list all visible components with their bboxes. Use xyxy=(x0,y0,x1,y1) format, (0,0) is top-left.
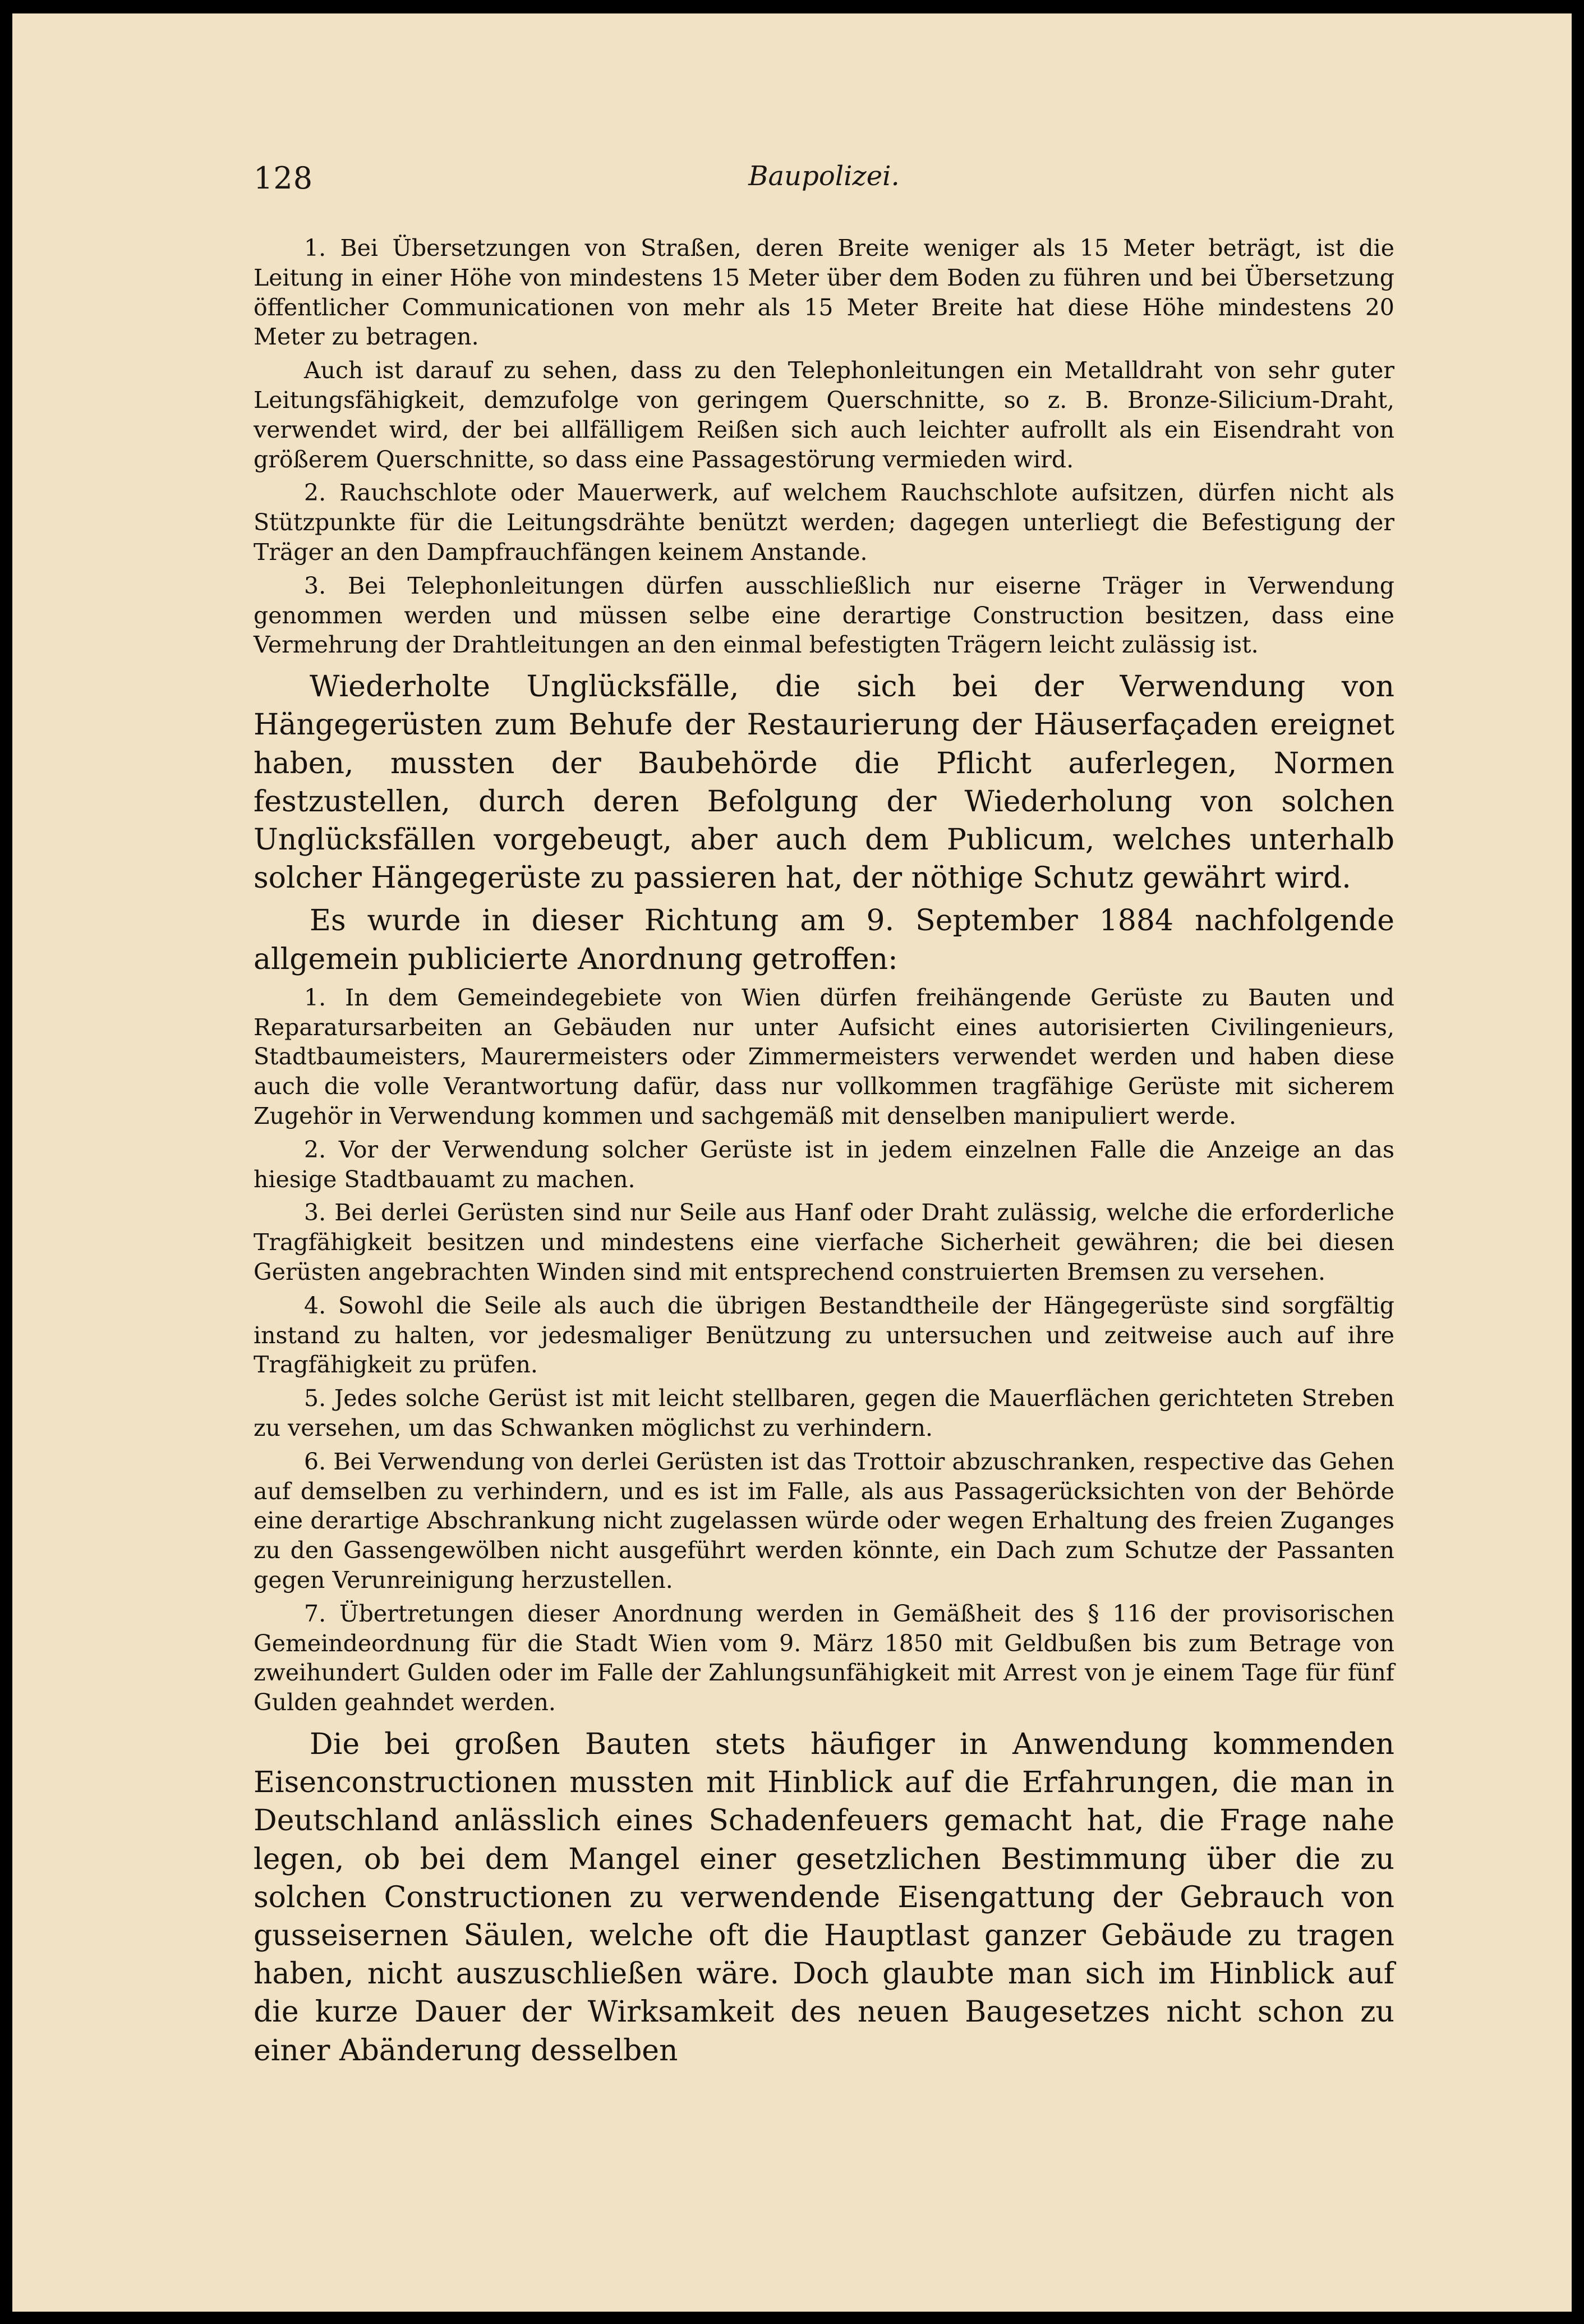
telephone-rule-2: 2. Rauchschlote oder Mauerwerk, auf welchem Rauchschlote aufsitzen, dürfen nicht als Stützpunkte für die Leitungsdrähte benützt werden; dagegen unterliegt die Befestigung der Träger an den Dampfrauchfängen keinem Anstande. xyxy=(254,479,1394,566)
order-item-7: 7. Übertretungen dieser Anordnung werden in Gemäßheit des § 116 der provisorischen Gemeindeordnung für die Stadt Wien vom 9. März 1850 mit Geldbußen bis zum Betrage von zweihundert Gulden oder im Falle der Zahlungsunfähigkeit mit Arrest von je einem Tage für fünf Gulden geahndet werden. xyxy=(254,1600,1394,1716)
running-title: Baupolizei. xyxy=(748,160,900,192)
order-item-2: 2. Vor der Verwendung solcher Gerüste ist in jedem einzelnen Falle die Anzeige an das hiesige Stadtbauamt zu machen. xyxy=(254,1136,1394,1193)
order-item-3: 3. Bei derlei Gerüsten sind nur Seile aus Hanf oder Draht zulässig, welche die erforderliche Tragfähigkeit besitzen und mindestens eine vierfache Sicherheit gewähren; die bei diesen Gerüsten angebrachten Winden sind mit entsprechend construierten Bremsen zu versehen. xyxy=(254,1199,1394,1285)
order-item-1: 1. In dem Gemeindegebiete von Wien dürfen freihängende Gerüste zu Bauten und Reparatursarbeiten an Gebäuden nur unter Aufsicht eines autorisierten Civilingenieurs, Stadtbaumeisters, Maurermeisters oder Zimmermeisters verwendet werden und haben diese auch die volle Verantwortung dafür, dass nur vollkommen tragfähige Gerüste mit sicherem Zugehör in Verwendung kommen und sachgemäß mit denselben manipuliert werde. xyxy=(254,984,1394,1129)
paragraph-order-intro: Es wurde in dieser Richtung am 9. September 1884 nachfolgende allgemein publicierte Anordnung getroffen: xyxy=(254,904,1394,976)
book-page xyxy=(12,13,1572,2312)
telephone-rule-1: 1. Bei Übersetzungen von Straßen, deren Breite weniger als 15 Meter beträgt, ist die Leitung in einer Höhe von mindestens 15 Meter über dem Boden zu führen und bei Übersetzung öffentlicher Communicationen von mehr als 15 Meter Breite hat diese Höhe mindestens 20 Meter zu betragen. xyxy=(254,235,1394,351)
order-items xyxy=(254,983,1394,1717)
paragraph-iron-constructions: Die bei großen Bauten stets häufiger in Anwendung kommenden Eisenconstructionen mussten mit Hinblick auf die Erfahrungen, die man in Deutschland anlässlich eines Schadenfeuers gemacht hat, die Frage nahe legen, ob bei dem Mangel einer gesetzlichen Bestimmung über die zu solchen Constructionen zu verwendende Eisengattung der Gebrauch von gusseisernen Säulen, welche oft die Hauptlast ganzer Gebäude zu tragen haben, nicht auszuschließen wäre. Doch glaubte man sich im Hinblick auf die kurze Dauer der Wirksamkeit des neuen Baugesetzes nicht schon zu einer Abänderung desselben xyxy=(254,1727,1394,2068)
order-item-4: 4. Sowohl die Seile als auch die übrigen Bestandtheile der Hängegerüste sind sorgfältig instand zu halten, vor jedesmaliger Benützung zu untersuchen und zeitweise auch auf ihre Tragfähigkeit zu prüfen. xyxy=(254,1292,1394,1379)
telephone-rule-1-addendum: Auch ist darauf zu sehen, dass zu den Telephonleitungen ein Metalldraht von sehr guter Leitungsfähigkeit, demzufolge von geringem Querschnitte, so z. B. Bronze-Silicium-Draht, verwendet wird, der bei allfälligem Reißen sich auch leichter aufrollt als ein Eisendraht von größerem Querschnitte, so dass eine Passagestörung vermieden wird. xyxy=(254,357,1394,473)
paragraph-scaffolding: Wiederholte Unglücksfälle, die sich bei der Verwendung von Hängegerüsten zum Behufe der Restaurierung der Häuserfaçaden ereignet haben, mussten der Baubehörde die Pflicht auferlegen, Normen festzustellen, durch deren Befolgung der Wiederholung von solchen Unglücksfällen vorgebeugt, aber auch dem Publicum, welches unterhalb solcher Hängegerüste zu passieren hat, der nöthige Schutz gewährt wird. xyxy=(254,670,1394,895)
telephone-rules xyxy=(254,233,1394,660)
page-header xyxy=(254,160,1394,211)
order-item-5: 5. Jedes solche Gerüst ist mit leicht stellbaren, gegen die Mauerflächen gerichteten Streben zu versehen, um das Schwanken möglichst zu verhindern. xyxy=(254,1385,1394,1441)
order-item-6: 6. Bei Verwendung von derlei Gerüsten ist das Trottoir abzuschranken, respective das Gehen auf demselben zu verhindern, und es ist im Falle, als aus Passagerücksichten von der Behörde eine derartige Abschrankung nicht zugelassen würde oder wegen Erhaltung des freien Zuganges zu den Gassengewölben nicht ausgeführt werden könnte, ein Dach zum Schutze der Passanten gegen Verunreinigung herzustellen. xyxy=(254,1448,1394,1593)
telephone-rule-3: 3. Bei Telephonleitungen dürfen ausschließlich nur eiserne Träger in Verwendung genommen werden und müssen selbe eine derartige Construction besitzen, dass eine Vermehrung der Drahtleitungen an den einmal befestigten Trägern leicht zulässig ist. xyxy=(254,572,1394,659)
page-number: 128 xyxy=(254,160,314,196)
page-content xyxy=(254,233,1394,2074)
